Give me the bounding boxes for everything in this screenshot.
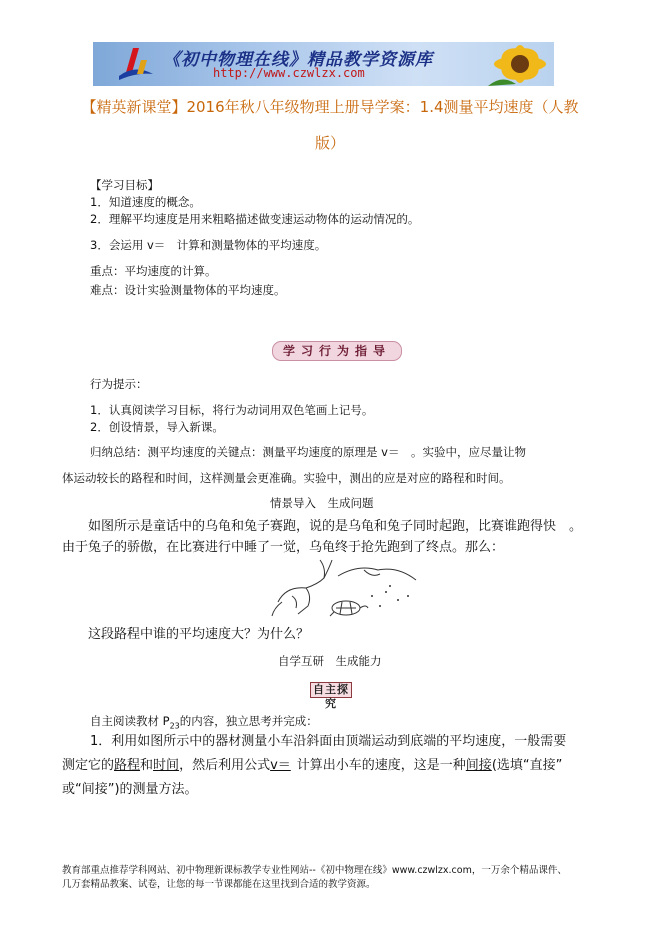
- q1-text-a: 测定它的: [62, 758, 115, 773]
- behavior-heading: 行为提示：: [90, 377, 148, 391]
- goals-heading: 【学习目标】: [90, 178, 159, 192]
- tortoise-rabbit-illustration: [268, 556, 420, 624]
- story-question: 这段路程中谁的平均速度大？为什么？: [88, 627, 310, 642]
- intro-text: 自主阅读教材 P: [90, 714, 170, 728]
- banner-url[interactable]: http://www.czwlzx.com: [213, 66, 365, 80]
- section-badge: 学习行为指导: [272, 341, 402, 361]
- story-line-2: 由于兔子的骄傲，在比赛进行中睡了一觉，乌龟终于抢先跑到了终点。那么：: [62, 540, 505, 555]
- header-banner: [93, 42, 554, 86]
- page-subscript: 23: [169, 721, 180, 731]
- q1-text-c: ，然后利用公式: [179, 758, 271, 773]
- footer-line-1: 教育部重点推荐学科网站、初中物理新课标教学专业性网站--《初中物理在线》www.czwlzx.com，一万余个精品课件、: [62, 865, 567, 876]
- scene-heading: 情景导入 生成问题: [270, 496, 374, 510]
- answer-blank-distance: 路程: [114, 758, 141, 773]
- question-1-line-2: [62, 757, 562, 775]
- summary-line-2: 体运动较长的路程和时间，这样测量会更准确。实验中，测出的应是对应的路程和时间。: [62, 471, 511, 485]
- goal-item-3: 3．会运用 v＝ 计算和测量物体的平均速度。: [90, 238, 327, 252]
- site-logo-icon: [115, 46, 155, 82]
- behavior-item-1: 1．认真阅读学习目标，将行为动词用双色笔画上记号。: [90, 403, 374, 417]
- goal-item-1: 1．知道速度的概念。: [90, 195, 201, 209]
- footer-line-2: 几万套精品教案、试卷，让您的每一节课都能在这里找到合适的教学资源。: [62, 879, 376, 890]
- self-study-intro: [90, 713, 318, 734]
- key-point: 重点：平均速度的计算。: [90, 264, 217, 278]
- question-1-line-1: 1．利用如图所示中的器材测量小车沿斜面由顶端运动到底端的平均速度，一般需要: [90, 734, 567, 749]
- banner-title: 《初中物理在线》精品教学资源库: [163, 50, 433, 70]
- document-title-line2: 版）: [314, 134, 345, 152]
- goal-item-2: 2．理解平均速度是用来粗略描述做变速运动物体的运动情况的。: [90, 212, 420, 226]
- self-study-box: 自主探究: [310, 682, 352, 698]
- q1-text-e: (选填“直接”: [491, 758, 563, 773]
- intro-rest-text: 的内容，独立思考并完成：: [179, 714, 318, 728]
- story-line-1: 如图所示是童话中的乌龟和兔子赛跑，说的是乌龟和兔子同时起跑，比赛谁跑得快 。: [88, 519, 583, 534]
- answer-blank-formula: v＝: [270, 758, 291, 773]
- q1-text-b: 和: [140, 758, 154, 773]
- difficulty-point: 难点：设计实验测量物体的平均速度。: [90, 283, 286, 297]
- sunflower-icon: [488, 44, 552, 86]
- answer-blank-indirect: 间接: [465, 758, 492, 773]
- self-study-heading: 自学互研 生成能力: [278, 654, 382, 668]
- document-title-line1: 【精英新课堂】2016年秋八年级物理上册导学案：1.4测量平均速度（人教: [81, 98, 579, 116]
- behavior-item-2: 2．创设情景，导入新课。: [90, 420, 224, 434]
- summary-line-1: 归纳总结：测平均速度的关键点：测量平均速度的原理是 v＝ 。实验中，应尽量让物: [90, 445, 526, 459]
- question-1-line-3: 或“间接”)的测量方法。: [62, 782, 198, 797]
- q1-text-d: 计算出小车的速度，这是一种: [296, 758, 466, 773]
- answer-blank-time: 时间: [153, 758, 180, 773]
